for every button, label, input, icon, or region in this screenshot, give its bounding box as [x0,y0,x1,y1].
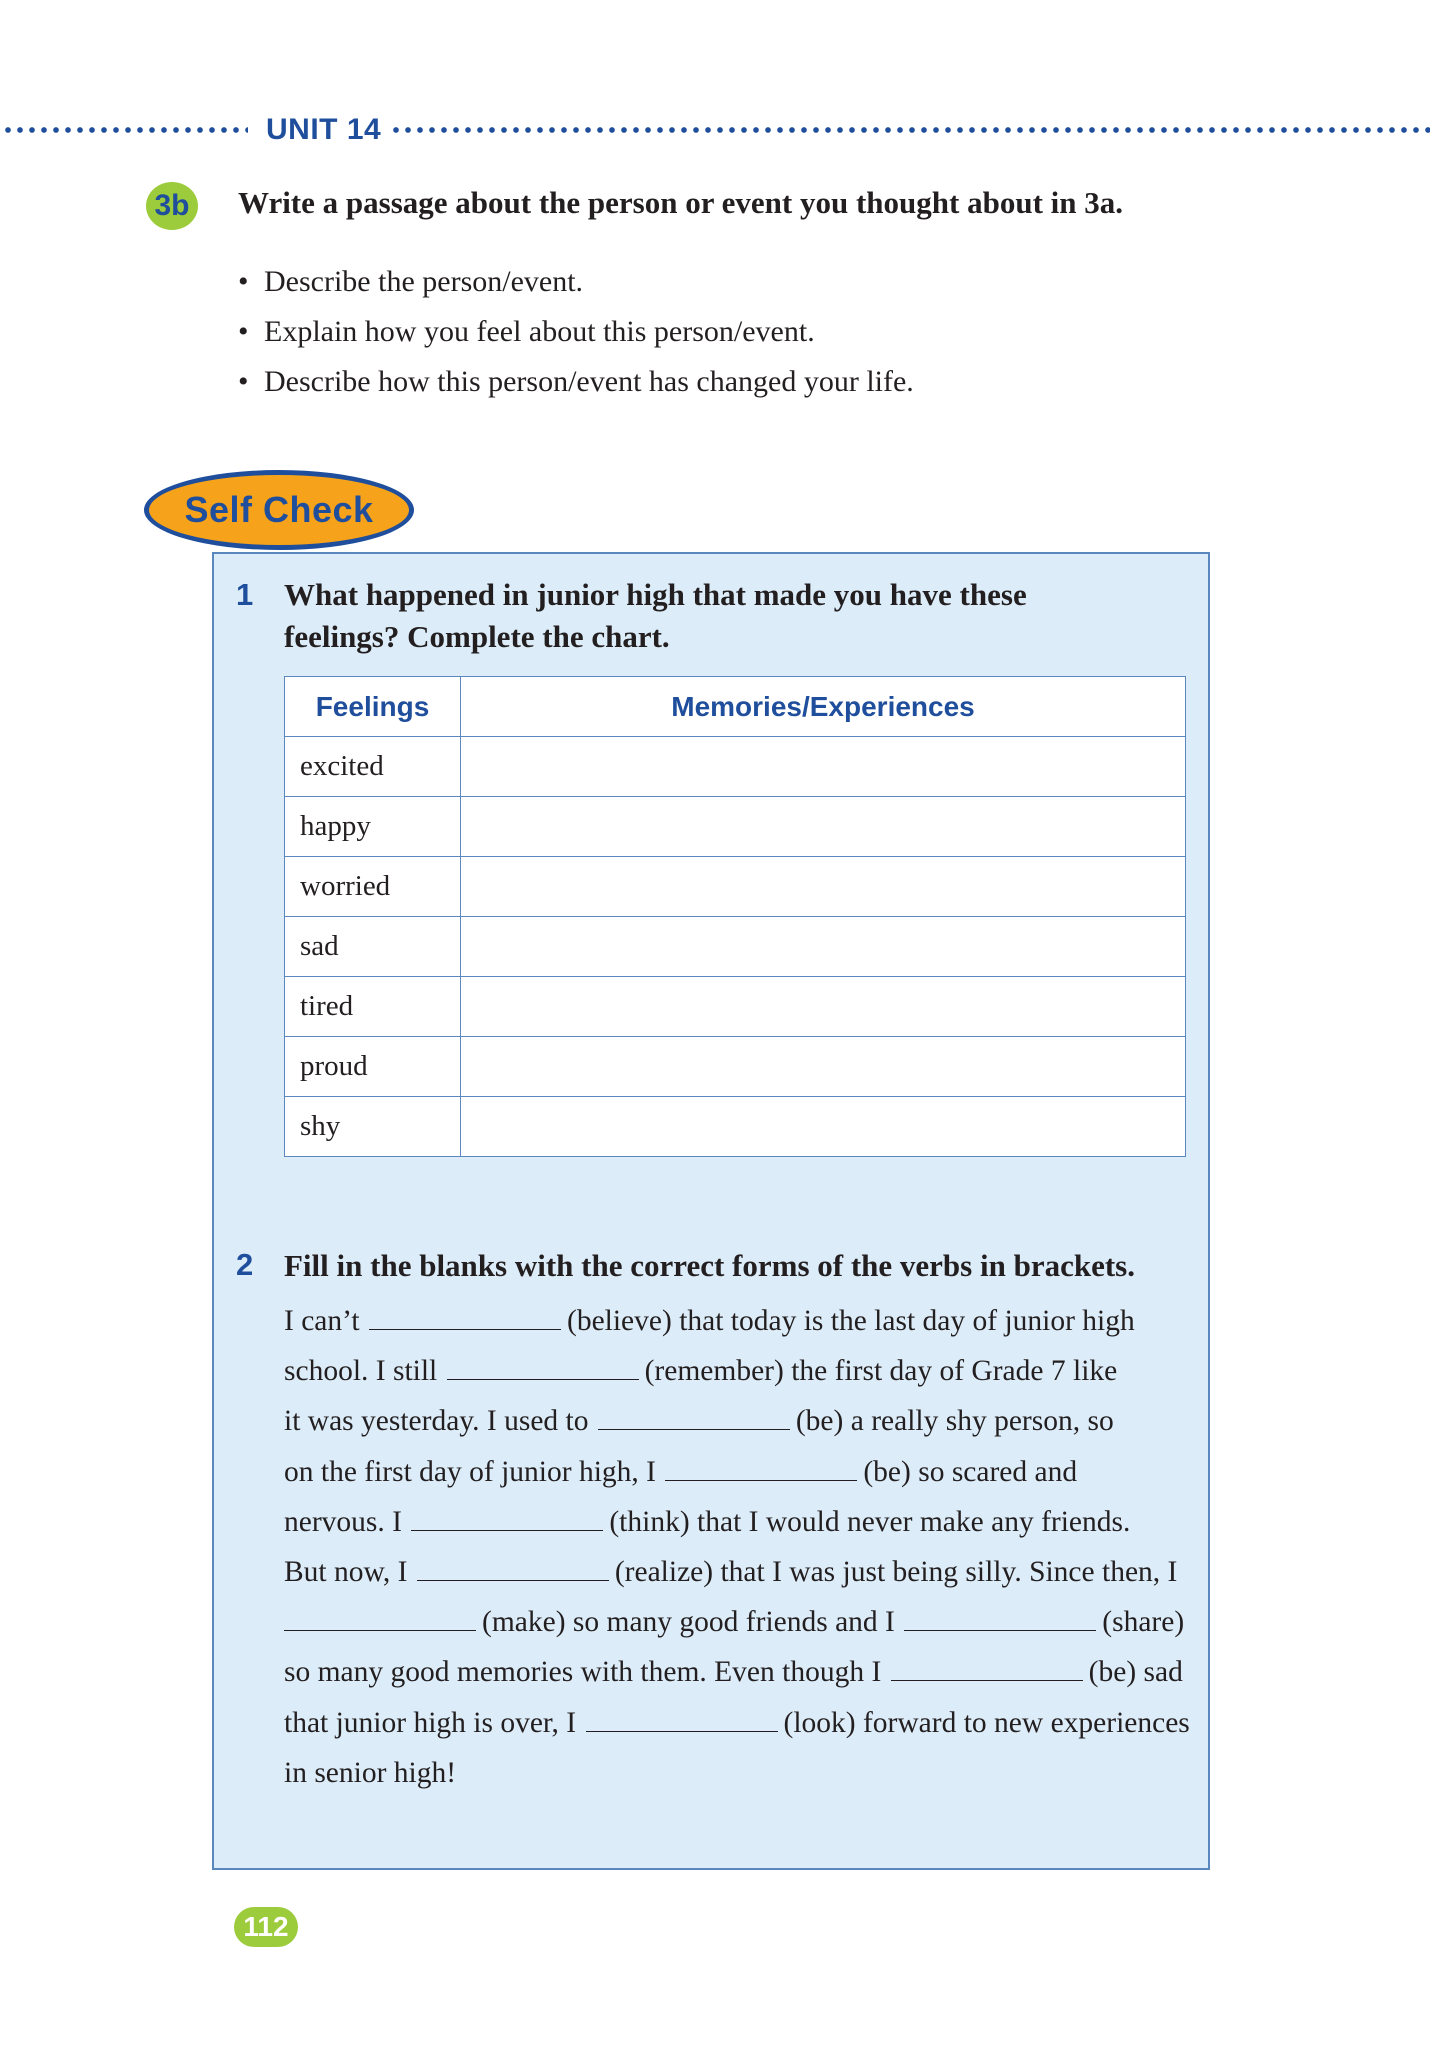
feeling-cell: tired [285,977,461,1037]
memory-input-cell[interactable] [461,1097,1186,1157]
dotted-rule-left [2,127,248,133]
memory-input-cell[interactable] [461,977,1186,1037]
passage-line: (make) so many good friends and I (share) [284,1597,1194,1647]
table-row [285,977,1186,1037]
bullet-icon: • [238,365,249,398]
activity-3b-bullet-list [238,257,914,407]
question-1-number: 1 [236,577,254,612]
question-2-number: 2 [236,1247,254,1282]
fill-in-passage [284,1296,1194,1798]
feeling-cell: happy [285,797,461,857]
table-row [285,797,1186,857]
table-row [285,857,1186,917]
activity-3b-instruction: Write a passage about the person or event you thought about in 3a. [238,185,1124,220]
column-header-memories: Memories/Experiences [461,677,1186,737]
memory-input-cell[interactable] [461,917,1186,977]
table-row [285,1037,1186,1097]
bullet-icon: • [238,315,249,348]
passage-line: in senior high! [284,1756,457,1789]
bullet-item: • Describe how this person/event has changed your life. [238,357,914,407]
column-header-feelings: Feelings [285,677,461,737]
answer-blank[interactable] [904,1608,1096,1631]
passage-line: nervous. I (think) that I would never make any friends. [284,1505,1131,1538]
activity-badge-3b: 3b [146,182,198,230]
page-number: 112 [234,1907,298,1947]
dotted-rule-right [390,127,1430,133]
feeling-cell: shy [285,1097,461,1157]
bullet-item: • Describe the person/event. [238,257,914,307]
table-row [285,1097,1186,1157]
passage-line: it was yesterday. I used to (be) a really shy person, so [284,1405,1114,1438]
self-check-title: Self Check [144,470,414,550]
passage-line: I can’t (believe) that today is the last day of junior high [284,1305,1135,1337]
answer-blank[interactable] [284,1608,476,1631]
answer-blank[interactable] [586,1709,778,1732]
passage-line: that junior high is over, I (look) forward to new experiences [284,1706,1190,1739]
answer-blank[interactable] [417,1558,609,1581]
memory-input-cell[interactable] [461,737,1186,797]
answer-blank[interactable] [411,1508,603,1531]
question-2-text: Fill in the blanks with the correct forms of the verbs in brackets. [284,1248,1135,1283]
memory-input-cell[interactable] [461,797,1186,857]
memory-input-cell[interactable] [461,1037,1186,1097]
passage-line: school. I still (remember) the first day of Grade 7 like [284,1355,1118,1388]
feeling-cell: excited [285,737,461,797]
unit-header [0,112,1434,148]
passage-line: But now, I (realize) that I was just being silly. Since then, I [284,1555,1178,1588]
unit-title: UNIT 14 [266,113,382,146]
feeling-cell: worried [285,857,461,917]
table-row [285,737,1186,797]
bullet-icon: • [238,265,249,298]
feeling-cell: proud [285,1037,461,1097]
answer-blank[interactable] [369,1307,561,1330]
passage-line: so many good memories with them. Even though I (be) sad [284,1656,1183,1689]
memory-input-cell[interactable] [461,857,1186,917]
feelings-chart [284,676,1186,1157]
answer-blank[interactable] [598,1407,790,1430]
question-1-text: What happened in junior high that made you have these feelings? Complete the chart. [284,577,1027,654]
answer-blank[interactable] [665,1458,857,1481]
feeling-cell: sad [285,917,461,977]
answer-blank[interactable] [891,1658,1083,1681]
table-row [285,917,1186,977]
answer-blank[interactable] [447,1357,639,1380]
passage-line: on the first day of junior high, I (be) so scared and [284,1455,1078,1488]
bullet-item: • Explain how you feel about this person/event. [238,307,914,357]
